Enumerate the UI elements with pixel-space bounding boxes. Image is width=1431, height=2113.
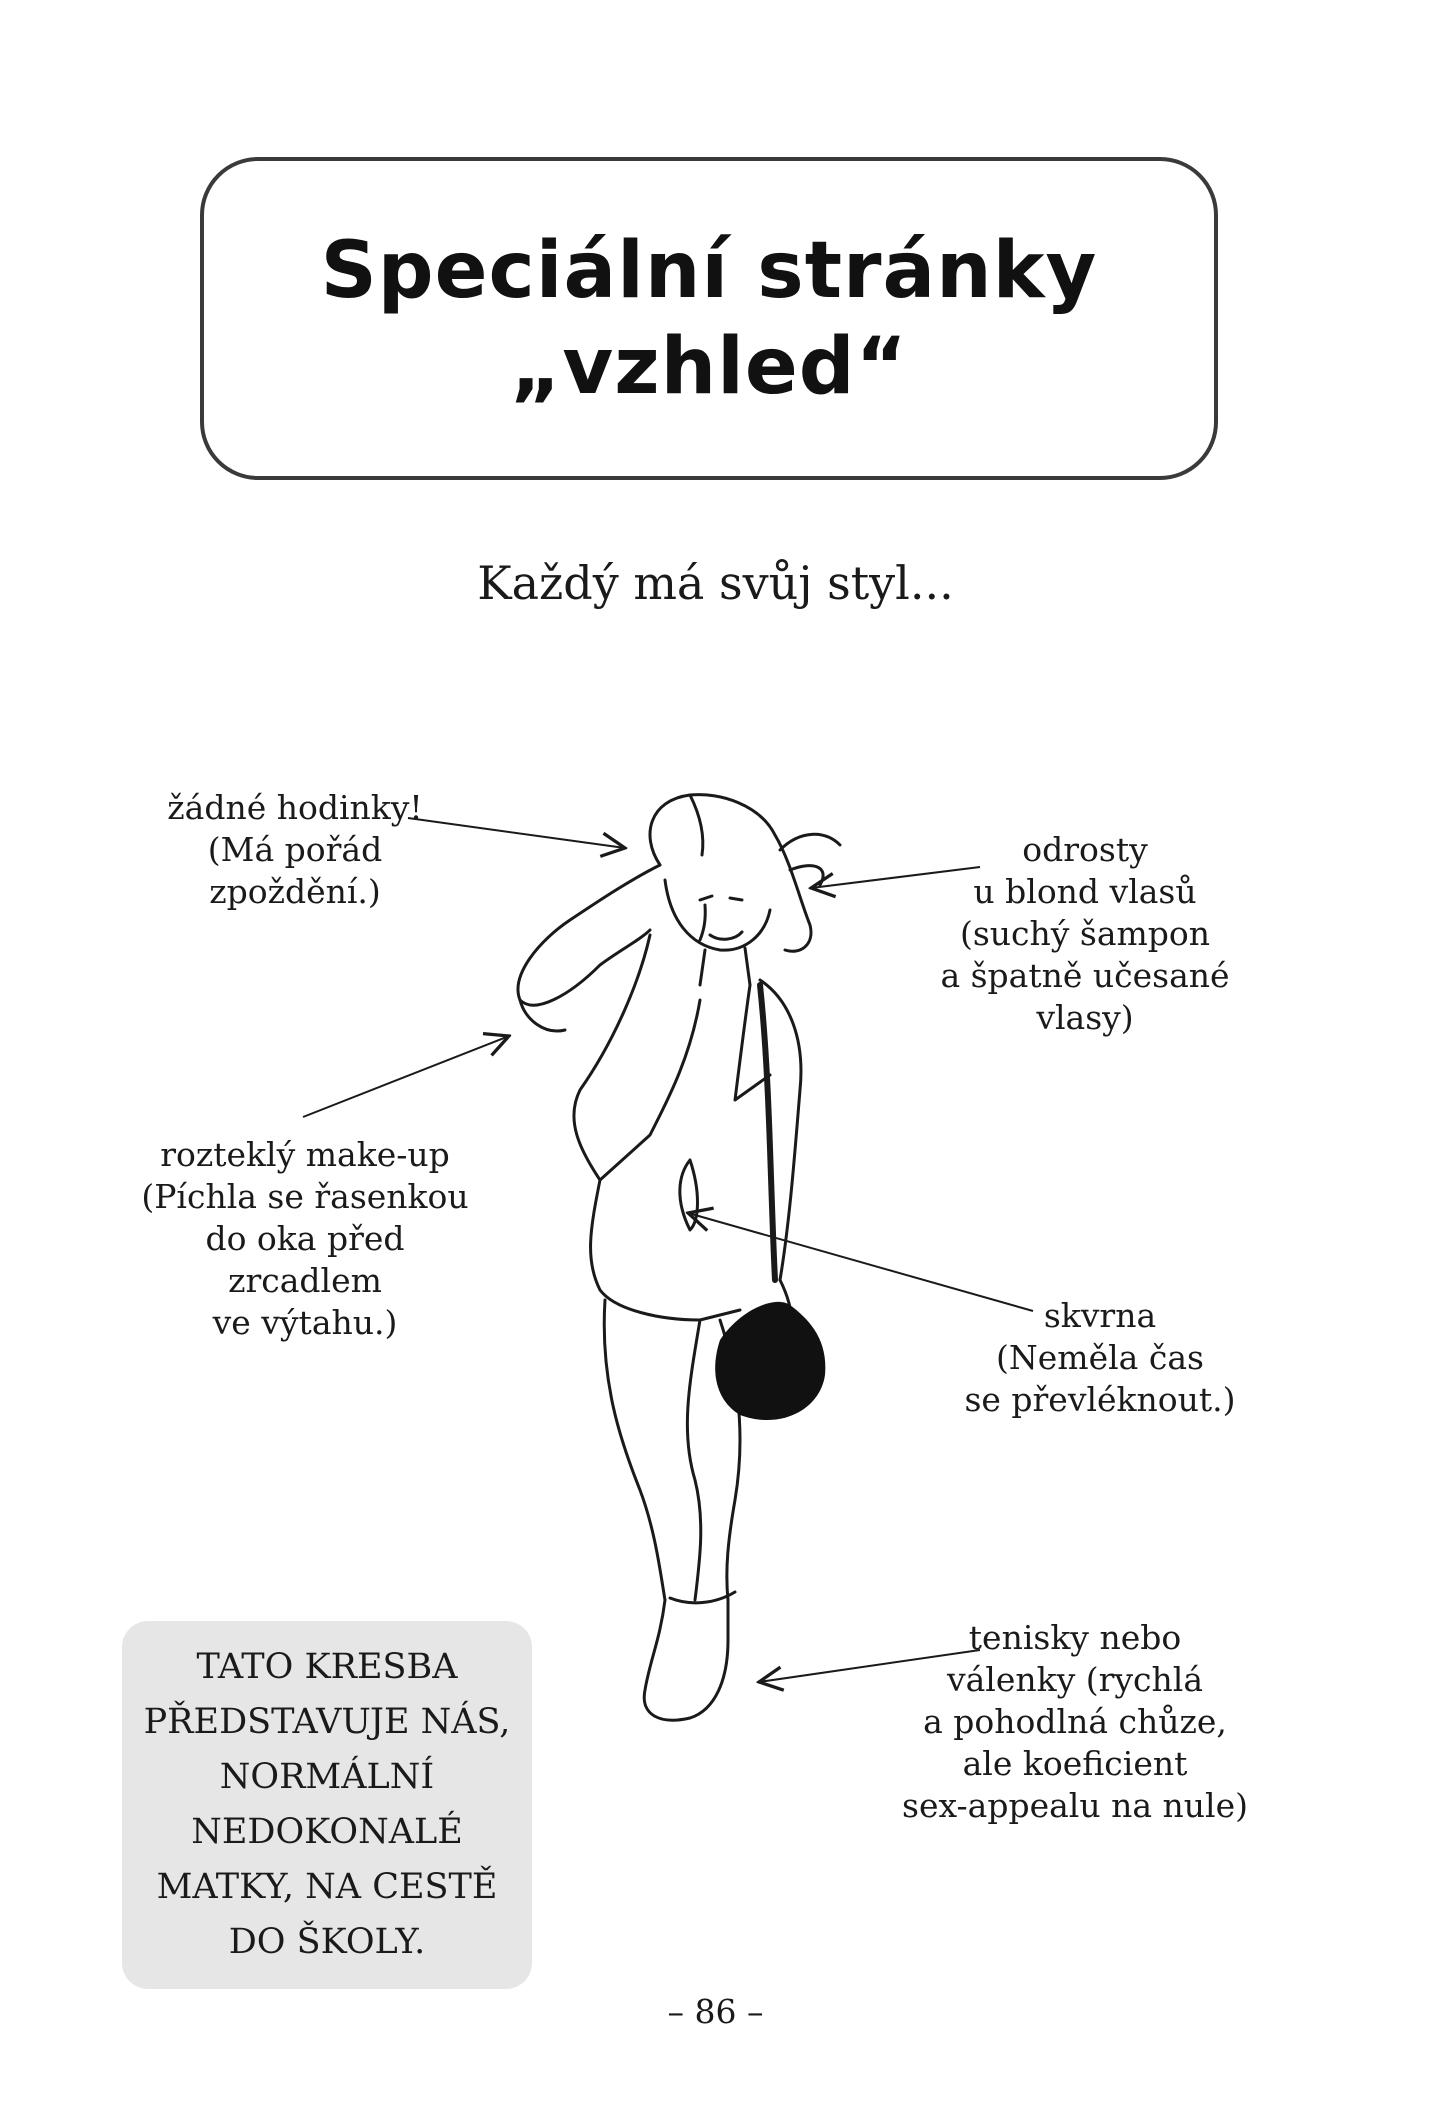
note-line: PŘEDSTAVUJE NÁS, (143, 1702, 511, 1742)
callout-hair (930, 829, 1240, 1039)
arrow-makeup (303, 1036, 509, 1117)
note-line: MATKY, NA CESTĚ (156, 1867, 498, 1907)
callout-watch (140, 787, 450, 913)
callout-line: rozteklý make-up (160, 1135, 450, 1174)
callout-line: a špatně učesané (940, 956, 1230, 995)
callout-line: sex-appealu na nule) (902, 1786, 1248, 1825)
note-line: NEDOKONALÉ (191, 1812, 463, 1852)
callout-stain (950, 1295, 1250, 1421)
callout-line: ale koeficient (962, 1744, 1188, 1783)
callout-line: tenisky nebo (968, 1618, 1182, 1657)
callout-makeup (140, 1134, 470, 1344)
callout-line: odrosty (1022, 830, 1148, 869)
page-number: – 86 – (667, 1992, 764, 2031)
note-line: TATO KRESBA (196, 1647, 458, 1687)
callout-line: (Píchla se řasenkou (141, 1177, 469, 1216)
callout-line: zrcadlem (228, 1261, 382, 1300)
callout-line: do oka před (205, 1219, 405, 1258)
callout-line: a pohodlná chůze, (923, 1702, 1227, 1741)
callout-shoes (900, 1617, 1250, 1827)
callout-line: (Neměla čas (996, 1338, 1204, 1377)
callout-line: ve výtahu.) (212, 1303, 398, 1342)
callout-line: (Má pořád (207, 830, 383, 869)
subtitle: Každý má svůj styl... (477, 556, 954, 610)
callout-line: se převléknout.) (964, 1380, 1236, 1419)
note-line: NORMÁLNÍ (219, 1757, 435, 1797)
bag-shape (715, 1302, 825, 1420)
callout-line: skvrna (1043, 1296, 1157, 1335)
callout-line: zpoždění.) (209, 872, 381, 911)
callout-line: žádné hodinky! (167, 788, 423, 827)
note-box (122, 1621, 532, 1989)
note-line: DO ŠKOLY. (228, 1922, 426, 1962)
callout-line: (suchý šampon (959, 914, 1211, 953)
callout-line: vlasy) (1036, 998, 1134, 1037)
callout-line: u blond vlasů (973, 872, 1197, 911)
figure-drawing (518, 795, 840, 1721)
title-line-1: Speciální stránky (320, 225, 1098, 316)
title-line-2: „vzhled“ (510, 321, 908, 412)
callout-line: válenky (rychlá (946, 1660, 1204, 1699)
